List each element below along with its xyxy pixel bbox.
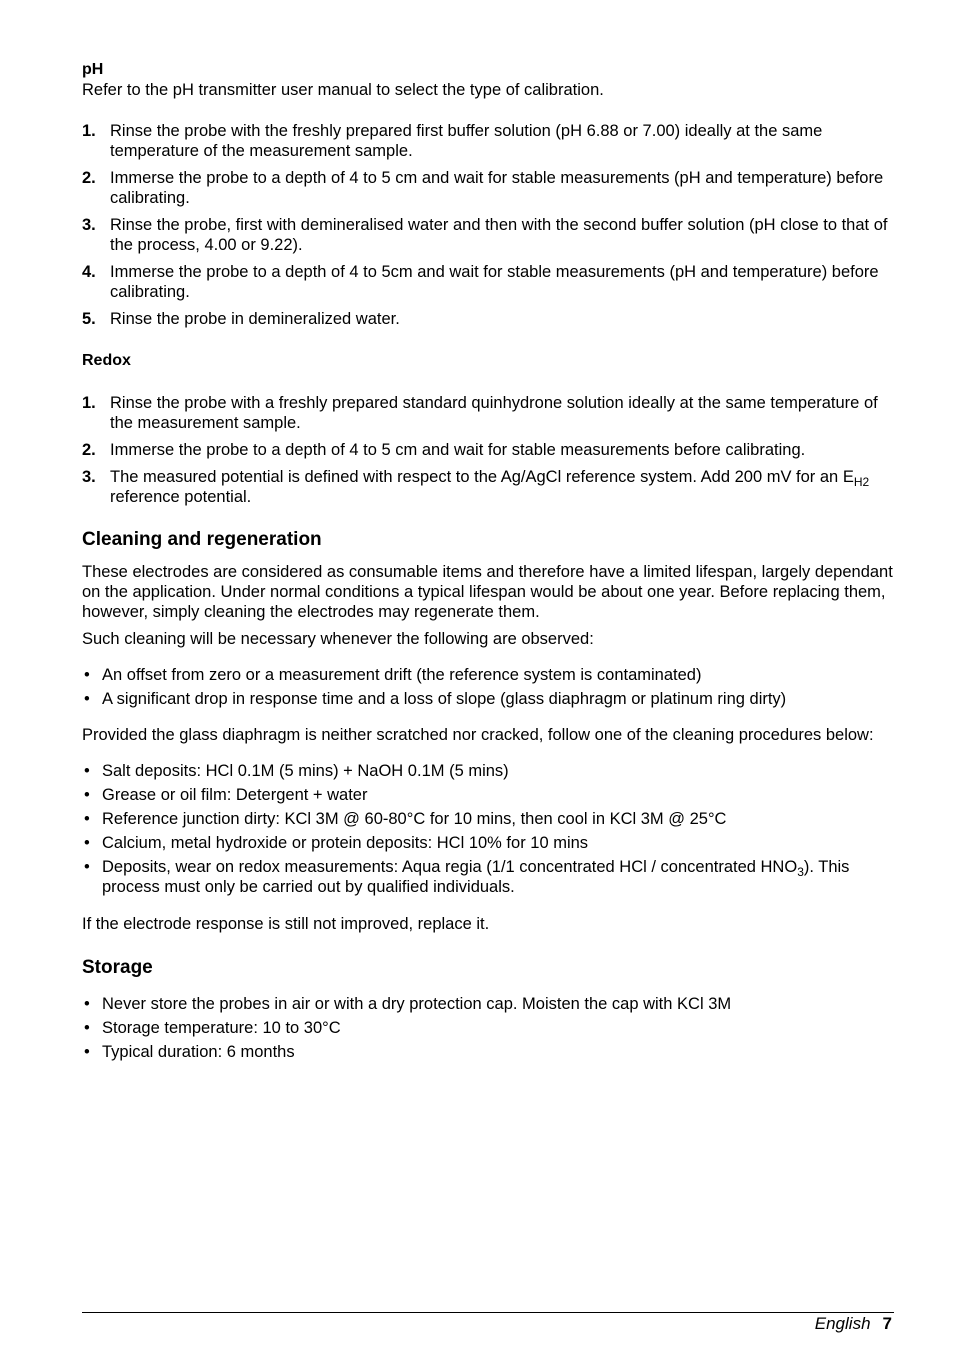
bullet: • <box>84 762 90 780</box>
footer-language: English <box>814 1314 871 1333</box>
list-item-text: Typical duration: 6 months <box>102 1043 295 1061</box>
bullet: • <box>84 1043 90 1061</box>
list-item-text: Never store the probes in air or with a dry protection cap. Moisten the cap with KCl 3M <box>102 995 732 1013</box>
list-item <box>82 689 894 709</box>
list-item <box>82 857 894 897</box>
cleaning-para-4: If the electrode response is still not improved, replace it. <box>82 915 490 933</box>
list-item <box>82 994 894 1014</box>
list-item-text: Reference junction dirty: KCl 3M @ 60-80°C for 10 mins, then cool in KCl 3M @ 25°C <box>102 810 727 828</box>
step-text: Rinse the probe in demineralized water. <box>110 310 400 328</box>
bullet: • <box>84 858 90 876</box>
list-item-text: A significant drop in response time and a loss of slope (glass diaphragm or platinum ring dirty) <box>102 690 787 708</box>
storage-heading: Storage <box>82 957 153 978</box>
cleaning-para-1: These electrodes are considered as consumable items and therefore have a limited lifespan, largely dependant on the application. Under normal conditions a typical lifespan would be about one year. Before replacing them, however, simply cleaning the electrodes may regenerate them. <box>82 563 893 621</box>
step-text: Immerse the probe to a depth of 4 to 5 cm and wait for stable measurements (pH and temperature) before calibrating. <box>110 169 884 207</box>
cleaning-para-3: Provided the glass diaphragm is neither scratched nor cracked, follow one of the cleaning procedures below: <box>82 726 874 744</box>
list-item <box>82 467 894 507</box>
cleaning-heading: Cleaning and regeneration <box>82 529 322 550</box>
bullet: • <box>84 690 90 708</box>
list-item <box>82 1018 894 1038</box>
page-number: 7 <box>882 1314 892 1333</box>
step-text: Rinse the probe, first with demineralised water and then with the second buffer solution (pH close to that of the process, 4.00 or 9.22). <box>110 216 888 254</box>
bullet: • <box>84 666 90 684</box>
step-text: Rinse the probe with the freshly prepared first buffer solution (pH 6.88 or 7.00) ideally at the same temperature of the measurement sample. <box>110 122 823 160</box>
list-item <box>82 121 894 161</box>
redox-heading: Redox <box>82 352 131 369</box>
list-item-text-before: Deposits, wear on redox measurements: Aqua regia (1/1 concentrated HCl / concentrated HNO <box>102 858 798 876</box>
bullet: • <box>84 786 90 804</box>
cleaning-para-2: Such cleaning will be necessary whenever the following are observed: <box>82 630 594 648</box>
bullet: • <box>84 1019 90 1037</box>
list-item-text-after: ). This process must only be carried out by qualified individuals. <box>102 858 850 896</box>
storage-list <box>82 994 894 1062</box>
list-item-text: Salt deposits: HCl 0.1M (5 mins) + NaOH 0.1M (5 mins) <box>102 762 509 780</box>
ph-steps-list <box>82 121 894 329</box>
procedures-list <box>82 761 894 897</box>
manual-page <box>82 60 894 1066</box>
redox-steps-list <box>82 393 894 507</box>
step-number: 2. <box>82 169 96 187</box>
step-number: 3. <box>82 468 96 486</box>
list-item-text: Calcium, metal hydroxide or protein deposits: HCl 10% for 10 mins <box>102 834 589 852</box>
list-item <box>82 168 894 208</box>
step-text-after: reference potential. <box>110 488 252 506</box>
list-item <box>82 393 894 433</box>
ph-heading: pH <box>82 61 104 78</box>
observed-list <box>82 665 894 709</box>
step-number: 1. <box>82 394 96 412</box>
step-text: Rinse the probe with a freshly prepared standard quinhydrone solution ideally at the same temperature of the measurement sample. <box>110 394 878 432</box>
step-number: 4. <box>82 263 96 281</box>
list-item <box>82 309 894 329</box>
list-item-text: Storage temperature: 10 to 30°C <box>102 1019 341 1037</box>
step-number: 5. <box>82 310 96 328</box>
list-item <box>82 809 894 829</box>
list-item <box>82 665 894 685</box>
bullet: • <box>84 834 90 852</box>
step-number: 3. <box>82 216 96 234</box>
subscript: H2 <box>853 475 870 489</box>
bullet: • <box>84 995 90 1013</box>
list-item <box>82 262 894 302</box>
step-number: 1. <box>82 122 96 140</box>
step-number: 2. <box>82 441 96 459</box>
list-item <box>82 833 894 853</box>
subscript: 3 <box>797 865 804 879</box>
step-text: Immerse the probe to a depth of 4 to 5 cm and wait for stable measurements before calibrating. <box>110 441 806 459</box>
list-item-text: An offset from zero or a measurement drift (the reference system is contaminated) <box>102 666 702 684</box>
bullet: • <box>84 810 90 828</box>
list-item <box>82 761 894 781</box>
ph-intro: Refer to the pH transmitter user manual to select the type of calibration. <box>82 81 604 99</box>
list-item <box>82 215 894 255</box>
page-footer <box>815 1314 892 1334</box>
list-item <box>82 785 894 805</box>
list-item-text: Grease or oil film: Detergent + water <box>102 786 368 804</box>
step-text: Immerse the probe to a depth of 4 to 5cm and wait for stable measurements (pH and temperature) before calibrating. <box>110 263 879 301</box>
list-item <box>82 440 894 460</box>
footer-divider <box>82 1312 894 1313</box>
list-item <box>82 1042 894 1062</box>
step-text-before: The measured potential is defined with respect to the Ag/AgCl reference system. Add 200 mV for an E <box>110 468 854 486</box>
